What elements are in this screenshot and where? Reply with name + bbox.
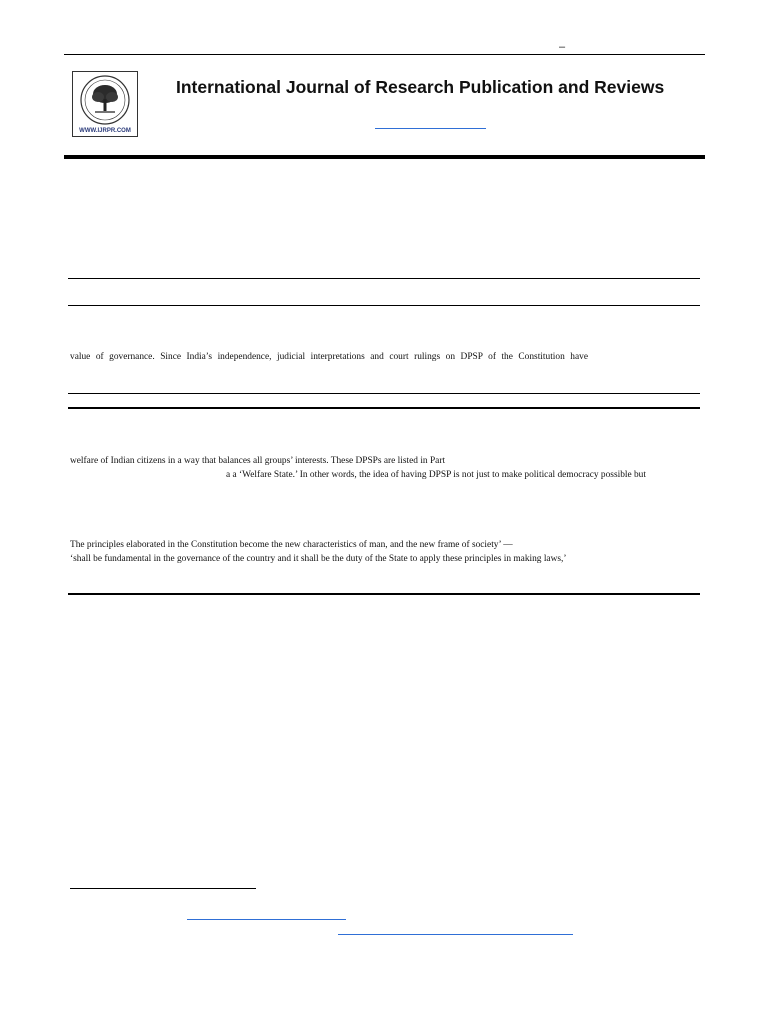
intro-line-2: a a ‘Welfare State.’ In other words, the idea of having DPSP is not just to make political democracy possible but: [226, 470, 646, 480]
abstract-line: value of governance. Since India’s independence, judicial interpretations and court rulings on DPSP of the Constitution have: [70, 352, 588, 362]
journal-title: International Journal of Research Publication and Reviews: [176, 77, 665, 97]
footnote-email-link[interactable]: [187, 919, 346, 920]
journal-homepage-link[interactable]: [375, 128, 486, 129]
intro-line-4: ‘shall be fundamental in the governance of the country and it shall be the duty of the State to apply these principles in making laws,’: [70, 554, 567, 564]
header-thick-rule: [64, 155, 705, 159]
article-info-bottom-rule: [68, 305, 700, 306]
section-thick-rule: [68, 407, 700, 409]
abstract-bottom-rule: [68, 393, 700, 394]
intro-line-1: welfare of Indian citizens in a way that balances all groups’ interests. These DPSPs are listed in Part: [70, 456, 446, 466]
intro-line-3: The principles elaborated in the Constitution become the new characteristics of man, and the new frame of society’ —: [70, 540, 513, 550]
section-end-thick-rule: [68, 593, 700, 595]
footnote-url-link[interactable]: [338, 934, 573, 935]
header-top-rule: [64, 54, 705, 55]
footnote-separator: [70, 888, 256, 889]
journal-logo: [72, 71, 138, 137]
article-info-top-rule: [68, 278, 700, 279]
tree-emblem-icon: [73, 72, 137, 136]
logo-caption: WWW.IJRPR.COM: [79, 128, 131, 134]
header-dash: –: [559, 41, 566, 53]
